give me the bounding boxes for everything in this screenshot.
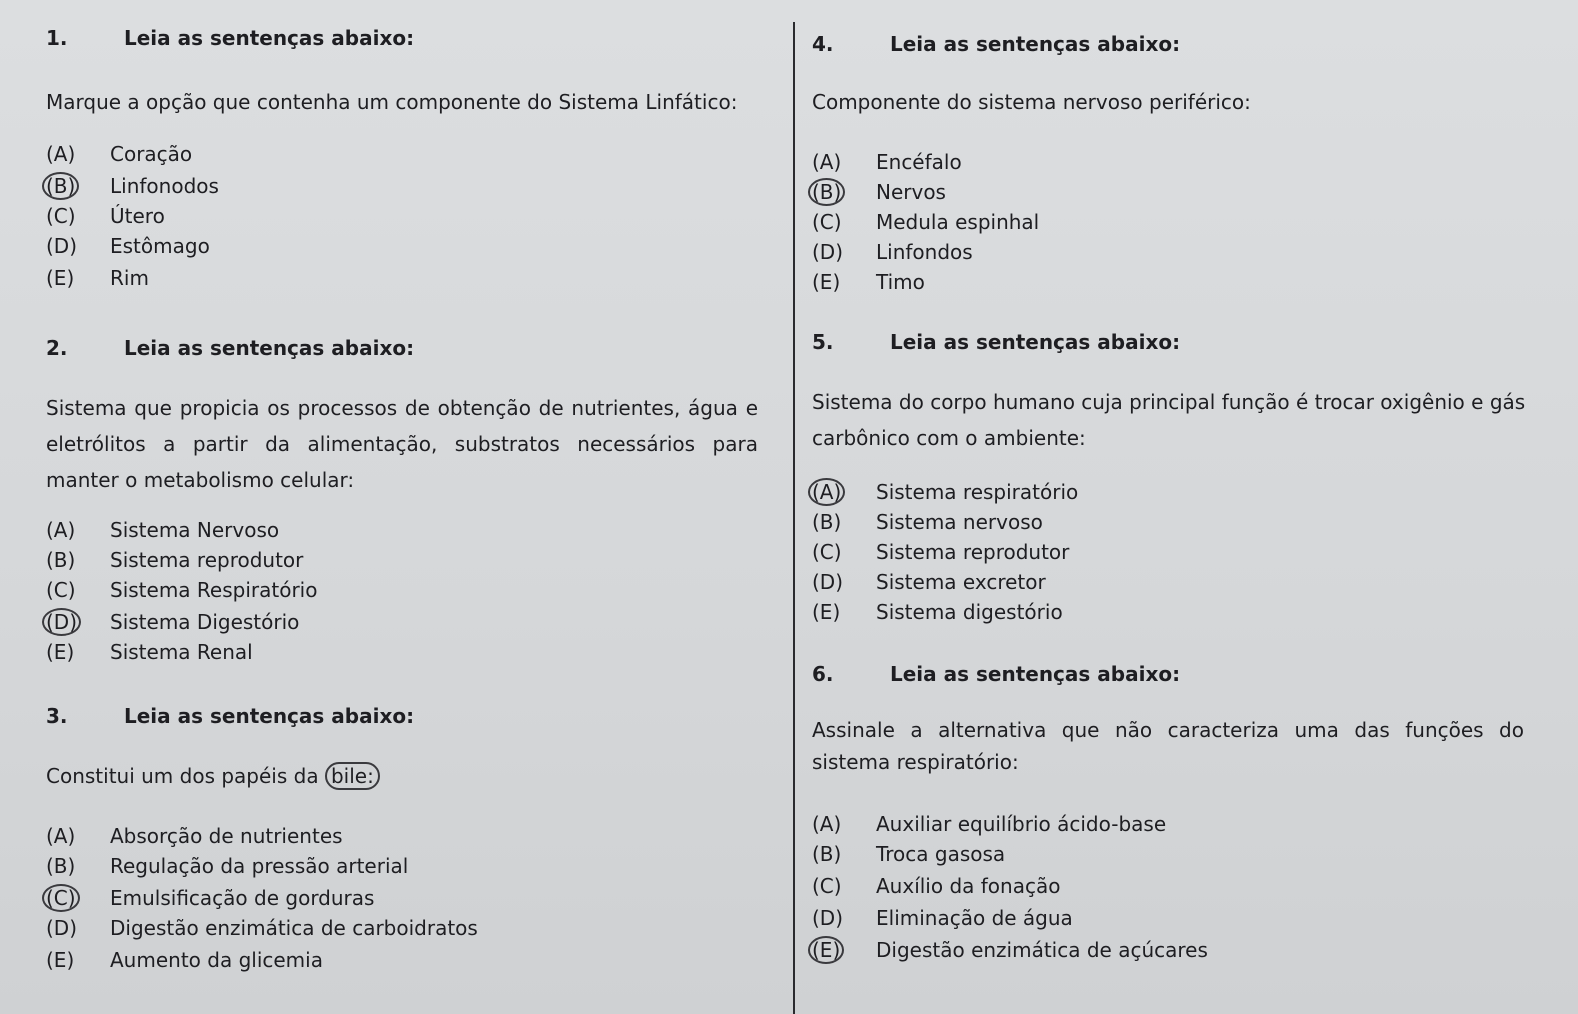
- option-letter: (E): [46, 266, 75, 290]
- option-letter: [812, 480, 876, 504]
- option-b: [812, 508, 1043, 536]
- option-text: Sistema excretor: [876, 570, 1046, 594]
- option-c: [46, 202, 165, 230]
- option-text: Estômago: [110, 234, 210, 258]
- option-letter: [812, 180, 876, 204]
- option-text: Sistema reprodutor: [110, 548, 304, 572]
- option-d: [46, 914, 478, 942]
- option-letter: (A): [812, 150, 842, 174]
- option-text: Coração: [110, 142, 193, 166]
- option-letter: (D): [812, 240, 844, 264]
- option-c: [46, 884, 374, 912]
- option-b: [46, 172, 219, 200]
- option-a: [46, 822, 343, 850]
- option-text: Auxiliar equilíbrio ácido-base: [876, 812, 1167, 836]
- selected-mark: (E): [808, 936, 844, 964]
- question-stem: Marque a opção que contenha um componente do Sistema Linfático:: [46, 90, 738, 114]
- selected-mark: (B): [42, 172, 79, 200]
- option-letter: (D): [46, 234, 78, 258]
- option-text: Encéfalo: [876, 150, 962, 174]
- option-e: [46, 264, 149, 292]
- question-header: [812, 30, 1542, 58]
- option-text: Nervos: [876, 180, 946, 204]
- question-number: 4.: [812, 32, 834, 56]
- option-a: [812, 478, 1078, 506]
- option-text: Sistema Renal: [110, 640, 253, 664]
- option-text: Eliminação de água: [876, 906, 1073, 930]
- option-letter: (D): [812, 906, 844, 930]
- option-c: [46, 576, 317, 604]
- option-d: [812, 238, 973, 266]
- option-e: [812, 598, 1063, 626]
- option-d: [46, 232, 210, 260]
- option-c: [812, 872, 1060, 900]
- option-c: [812, 538, 1069, 566]
- question-heading: Leia as sentenças abaixo:: [890, 330, 1181, 354]
- option-text: Sistema Respiratório: [110, 578, 318, 602]
- stem-text: Constitui um dos papéis da: [46, 764, 319, 788]
- option-letter: (E): [46, 948, 75, 972]
- option-letter: (C): [812, 540, 842, 564]
- option-letter: (D): [812, 570, 844, 594]
- question-number: 3.: [46, 704, 68, 728]
- question-number: 6.: [812, 662, 834, 686]
- option-letter: (B): [46, 854, 76, 878]
- option-text: Linfonodos: [110, 174, 219, 198]
- option-a: [46, 516, 279, 544]
- question-header: [46, 334, 776, 362]
- option-c: [812, 208, 1039, 236]
- option-letter: (C): [812, 210, 842, 234]
- question-stem: Sistema que propicia os processos de obtenção de nutrientes, água e eletrólitos a partir da alimentação, substratos necessários para manter o metabolismo celular:: [46, 396, 758, 492]
- option-d: [812, 904, 1073, 932]
- option-e: [46, 638, 253, 666]
- option-letter: (A): [46, 142, 76, 166]
- option-b: [812, 178, 946, 206]
- option-text: Sistema respiratório: [876, 480, 1079, 504]
- question-stem: Assinale a alternativa que não caracteriza uma das funções do sistema respiratório:: [812, 718, 1524, 774]
- selected-mark: (A): [808, 478, 845, 506]
- question-stem: Componente do sistema nervoso periférico:: [812, 90, 1251, 114]
- option-a: [46, 140, 192, 168]
- question-3: [46, 702, 776, 972]
- option-letter: [46, 610, 110, 634]
- option-b: [46, 546, 303, 574]
- question-1: [46, 24, 776, 290]
- column-divider: [793, 22, 795, 1014]
- question-5: [812, 328, 1542, 624]
- question-heading: Leia as sentenças abaixo:: [124, 704, 415, 728]
- option-text: Emulsificação de gorduras: [110, 886, 375, 910]
- option-letter: (C): [812, 874, 842, 898]
- option-text: Sistema digestório: [876, 600, 1063, 624]
- option-text: Regulação da pressão arterial: [110, 854, 409, 878]
- question-heading: Leia as sentenças abaixo:: [124, 336, 415, 360]
- option-letter: (B): [812, 510, 842, 534]
- question-6: [812, 660, 1542, 962]
- option-letter: [46, 174, 110, 198]
- option-letter: (A): [46, 518, 76, 542]
- option-text: Medula espinhal: [876, 210, 1040, 234]
- question-heading: Leia as sentenças abaixo:: [890, 32, 1181, 56]
- option-e: [812, 268, 925, 296]
- option-letter: [812, 938, 876, 962]
- option-e: [812, 936, 1208, 964]
- option-letter: [46, 886, 110, 910]
- option-text: Útero: [110, 204, 165, 228]
- question-stem: Sistema do corpo humano cuja principal função é trocar oxigênio e gás carbônico com o ambiente:: [812, 390, 1526, 450]
- option-text: Auxílio da fonação: [876, 874, 1061, 898]
- selected-mark: (B): [808, 178, 845, 206]
- question-number: 5.: [812, 330, 834, 354]
- option-letter: (C): [46, 578, 76, 602]
- question-2: [46, 334, 776, 664]
- option-d: [812, 568, 1046, 596]
- selected-mark: (C): [42, 884, 80, 912]
- option-text: Digestão enzimática de carboidratos: [110, 916, 478, 940]
- option-letter: (B): [46, 548, 76, 572]
- option-text: Timo: [876, 270, 925, 294]
- option-a: [812, 148, 962, 176]
- option-letter: (E): [46, 640, 75, 664]
- option-letter: (A): [46, 824, 76, 848]
- option-text: Linfondos: [876, 240, 973, 264]
- option-text: Sistema Digestório: [110, 610, 300, 634]
- option-text: Troca gasosa: [876, 842, 1006, 866]
- option-d: [46, 608, 299, 636]
- option-letter: (E): [812, 270, 841, 294]
- option-text: Rim: [110, 266, 149, 290]
- option-a: [812, 810, 1166, 838]
- question-number: 2.: [46, 336, 68, 360]
- option-text: Aumento da glicemia: [110, 948, 323, 972]
- question-stem: [46, 758, 776, 794]
- question-4: [812, 30, 1542, 294]
- option-b: [46, 852, 408, 880]
- question-header: [812, 660, 1542, 688]
- question-header: [46, 24, 776, 52]
- option-letter: (B): [812, 842, 842, 866]
- option-letter: (C): [46, 204, 76, 228]
- question-header: [46, 702, 776, 730]
- stem-highlight: bile:: [325, 762, 380, 790]
- option-b: [812, 840, 1005, 868]
- option-text: Absorção de nutrientes: [110, 824, 343, 848]
- option-text: Digestão enzimática de açúcares: [876, 938, 1208, 962]
- option-text: Sistema reprodutor: [876, 540, 1070, 564]
- question-heading: Leia as sentenças abaixo:: [890, 662, 1181, 686]
- selected-mark: (D): [42, 608, 81, 636]
- option-text: Sistema Nervoso: [110, 518, 280, 542]
- question-heading: Leia as sentenças abaixo:: [124, 26, 415, 50]
- question-number: 1.: [46, 26, 68, 50]
- question-header: [812, 328, 1542, 356]
- option-letter: (E): [812, 600, 841, 624]
- option-letter: (D): [46, 916, 78, 940]
- option-text: Sistema nervoso: [876, 510, 1043, 534]
- option-letter: (A): [812, 812, 842, 836]
- option-e: [46, 946, 323, 974]
